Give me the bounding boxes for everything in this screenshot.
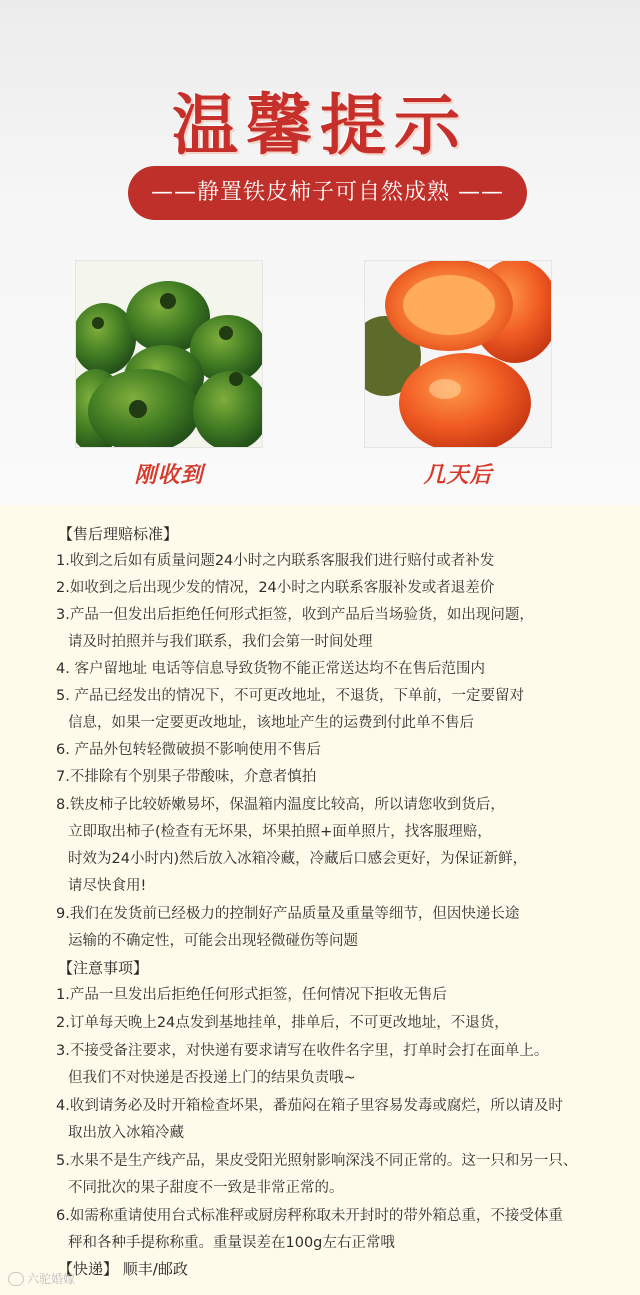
policy-line: 3.产品一但发出后拒绝任何形式拒签，收到产品后当场验货，如出现问题， <box>56 607 534 623</box>
policy-line: 1.收到之后如有质量问题24小时之内联系客服我们进行赔付或者补发 <box>56 553 495 569</box>
note-line: 4.收到请务必及时开箱检查坏果，番茄闷在箱子里容易发毒或腐烂，所以请及时 <box>56 1098 563 1114</box>
green-tomatoes-image <box>76 261 263 448</box>
policy-line: 信息，如果一定要更改地址，该地址产生的运费到付此单不售后 <box>68 715 474 731</box>
shipping-heading: 【快递】 <box>58 1260 119 1278</box>
policy-line: 2.如收到之后出现少发的情况，24小时之内联系客服补发或者退差价 <box>56 580 495 596</box>
policy-line: 请尽快食用! <box>68 878 147 894</box>
shipping-row <box>58 1259 188 1279</box>
page-title: 温馨提示 <box>172 87 468 164</box>
note-line: 3.不接受备注要求，对快递有要求请写在收件名字里，打单时会打在面单上。 <box>56 1043 549 1059</box>
shipping-value: 顺丰/邮政 <box>122 1260 188 1278</box>
policy-line: 6. 产品外包转轻微破损不影响使用不售后 <box>56 742 321 758</box>
caption-just-received: 刚收到 <box>134 463 204 488</box>
ripe-tomatoes-image <box>365 261 552 448</box>
policy-line: 8.铁皮柿子比较娇嫩易坏，保温箱内温度比较高，所以请您收到货后， <box>56 797 505 813</box>
policy-line: 5. 产品已经发出的情况下，不可更改地址，不退货，下单前，一定要留对 <box>56 688 524 704</box>
note-line: 5.水果不是生产线产品，果皮受阳光照射影响深浅不同正常的。这一只和另一只、 <box>56 1153 578 1169</box>
watermark <box>8 1270 75 1287</box>
caption-days-later: 几天后 <box>423 463 493 488</box>
policy-line: 请及时拍照并与我们联系，我们会第一时间处理 <box>68 634 373 650</box>
note-line: 取出放入冰箱冷藏 <box>68 1125 184 1141</box>
note-line: 不同批次的果子甜度不一致是非常正常的。 <box>68 1180 344 1196</box>
watermark-text: 六驼婚嫁 <box>27 1272 76 1286</box>
policy-line: 4. 客户留地址 电话等信息导致货物不能正常送达均不在售后范围内 <box>56 661 486 677</box>
note-line: 2.订单每天晚上24点发到基地挂单，排单后，不可更改地址，不退货， <box>56 1015 509 1031</box>
after-sales-heading: 【售后理赔标准】 <box>58 525 179 543</box>
notes-heading: 【注意事项】 <box>58 959 149 977</box>
photo-days-later <box>364 260 552 448</box>
note-line: 6.如需称重请使用台式标准秤或厨房秤称取未开封时的带外箱总重，不接受体重 <box>56 1208 563 1224</box>
chat-bubble-icon <box>8 1272 24 1286</box>
note-line: 秤和各种手提称称重。重量误差在100g左右正常哦 <box>68 1235 395 1251</box>
policy-line: 运输的不确定性，可能会出现轻微碰伤等问题 <box>68 933 358 949</box>
photo-just-received <box>75 260 263 448</box>
subtitle-banner: ——静置铁皮柿子可自然成熟 —— <box>128 166 527 220</box>
policy-line: 7.不排除有个别果子带酸味，介意者慎拍 <box>56 769 317 785</box>
note-line: 但我们不对快递是否投递上门的结果负责哦~ <box>68 1070 356 1086</box>
policy-line: 立即取出柿子(检查有无坏果，坏果拍照+面单照片，找客服理赔， <box>68 824 492 840</box>
policy-line: 时效为24小时内)然后放入冰箱冷藏，冷藏后口感会更好，为保证新鲜， <box>68 851 528 867</box>
policy-line: 9.我们在发货前已经极力的控制好产品质量及重量等细节，但因快递长途 <box>56 906 520 922</box>
note-line: 1.产品一旦发出后拒绝任何形式拒签，任何情况下拒收无售后 <box>56 987 447 1003</box>
